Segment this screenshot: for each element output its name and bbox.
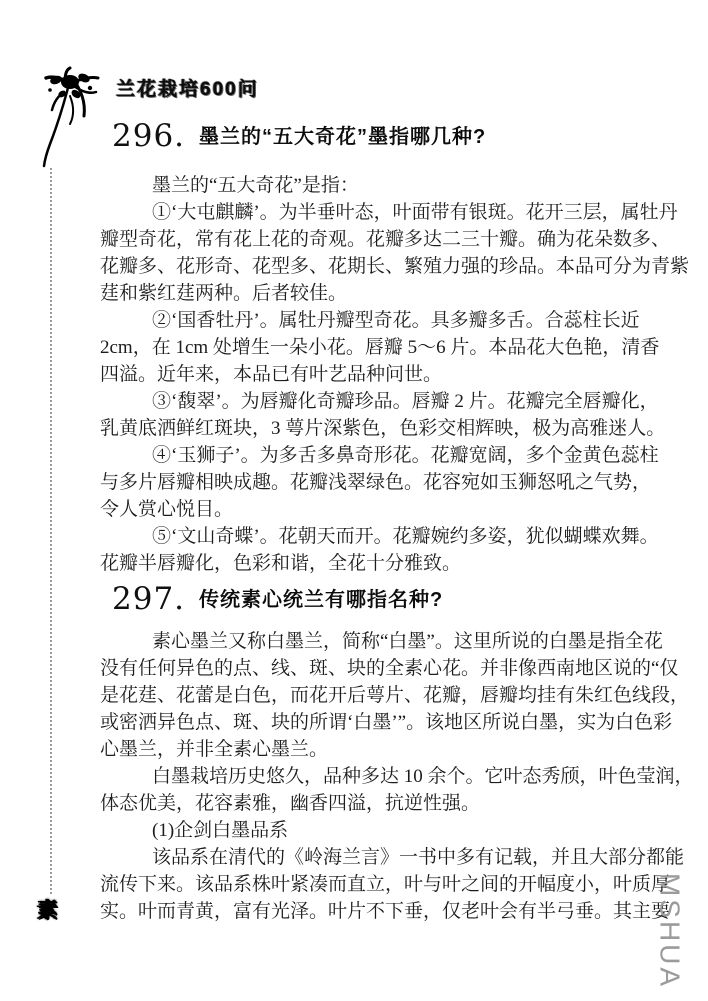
body-line: 2cm，在 1cm 处增生一朵小花。唇瓣 5～6 片。本品花大色艳，清香 (100, 337, 660, 358)
body-line: (1)企剑白墨品系 (152, 820, 289, 841)
body-line: 乳黄底洒鲜红斑块，3 萼片深紫色，色彩交相辉映，极为高雅迷人。 (100, 418, 666, 439)
body-line: 没有任何异色的点、线、斑、块的全素心花。并非像西南地区说的“仅 (100, 658, 679, 679)
question-section-297 (0, 581, 708, 925)
question-section-296 (0, 118, 708, 577)
body-line: 流传下来。该品系株叶紧凑而直立，叶与叶之间的开幅度小，叶质厚 (100, 874, 671, 895)
body-line: 实。叶而青黄，富有光泽。叶片不下垂，仅老叶会有半弓垂。其主要 (100, 901, 671, 922)
body-line: 素心墨兰又称白墨兰，简称“白墨”。这里所说的白墨是指全花 (152, 631, 663, 652)
body-line: ③‘馥翠’。为唇瓣化奇瓣珍品。唇瓣 2 片。花瓣完全唇瓣化， (152, 391, 659, 412)
body-line: 墨兰的“五大奇花”是指： (152, 175, 359, 196)
question-heading (0, 581, 708, 619)
body-line: 花瓣多、花形奇、花型多、花期长、繁殖力强的珍品。本品可分为青紫 (100, 256, 690, 277)
body-line: 花瓣半唇瓣化，色彩和谐，全花十分雅致。 (100, 553, 462, 574)
question-number: 297. (112, 581, 186, 617)
question-title: 墨兰的“五大奇花”墨指哪几种? (199, 126, 487, 148)
question-body (0, 172, 690, 577)
body-line: 体态优美，花容素雅，幽香四溢，抗逆性强。 (100, 793, 481, 814)
body-line: ②‘国香牡丹’。属牡丹瓣型奇花。具多瓣多舌。合蕊柱长近 (152, 310, 640, 331)
question-number: 296. (112, 118, 186, 154)
body-line: 该品系在清代的《岭海兰言》一书中多有记载，并且大部分都能 (152, 847, 685, 868)
chapter-thumb-marker: 素 (37, 899, 58, 922)
question-body (0, 628, 694, 925)
body-line: 心墨兰，并非全素心墨兰。 (100, 739, 329, 760)
site-watermark: MSHUA (654, 872, 686, 990)
question-heading (0, 118, 708, 156)
body-line: 是花莛、花蕾是白色，而花开后萼片、花瓣，唇瓣均挂有朱红色线段， (100, 685, 690, 706)
body-line: 瓣型奇花，常有花上花的奇观。花瓣多达二三十瓣。确为花朵数多、 (100, 229, 671, 250)
body-line: ④‘玉狮子’。为多舌多鼻奇形花。花瓣宽阔，多个金黄色蕊柱 (152, 445, 659, 466)
body-line: 四溢。近年来，本品已有叶艺品种问世。 (100, 364, 443, 385)
series-title: 兰花栽培600问 (116, 79, 259, 100)
body-line: 莛和紫红莛两种。后者较佳。 (100, 283, 348, 304)
body-line: 令人赏心悦目。 (100, 499, 234, 520)
question-title: 传统素心统兰有哪指名种? (199, 589, 444, 611)
body-line: 或密洒异色点、斑、块的所谓‘白墨’”。该地区所说白墨，实为白色彩 (100, 712, 673, 733)
body-line: 白墨栽培历史悠久，品种多达 10 余个。它叶态秀颀，叶色莹润， (152, 766, 694, 787)
body-line: 与多片唇瓣相映成趣。花瓣浅翠绿色。花容宛如玉狮怒吼之气势， (100, 472, 652, 493)
body-line: ⑤‘文山奇蝶’。花朝天而开。花瓣婉约多姿，犹似蝴蝶欢舞。 (152, 526, 659, 547)
body-line: ①‘大屯麒麟’。为半垂叶态，叶面带有银斑。花开三层，属牡丹 (152, 202, 678, 223)
